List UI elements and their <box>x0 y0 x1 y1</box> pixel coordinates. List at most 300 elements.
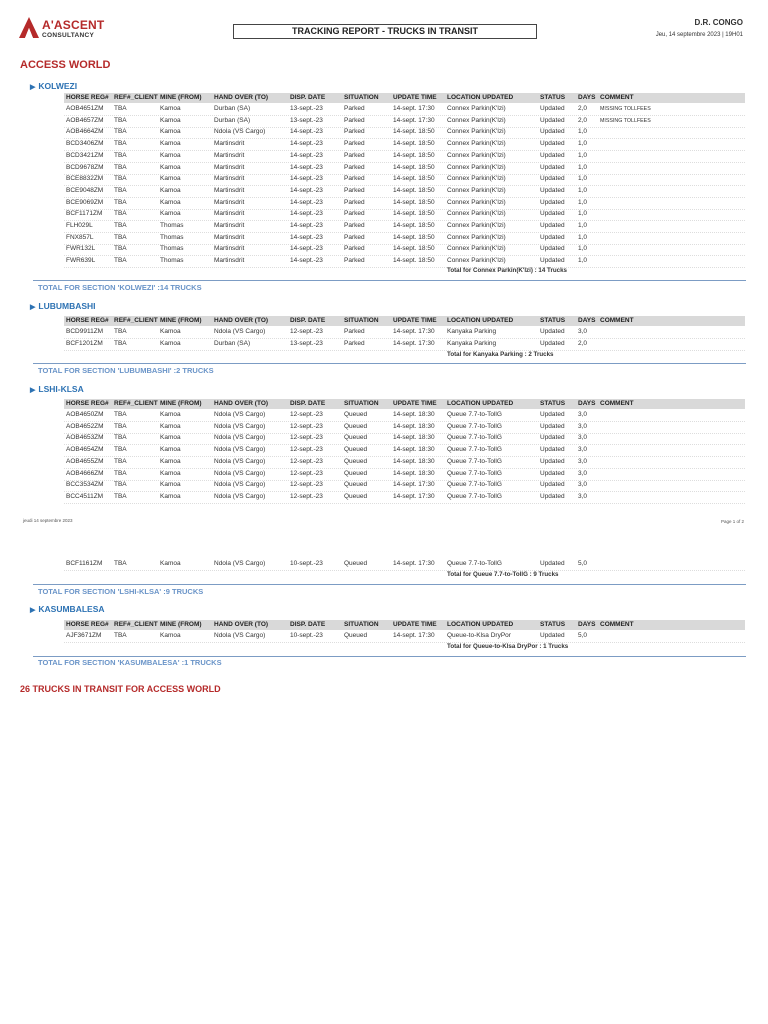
table-header <box>64 93 745 103</box>
table-cell: Parked <box>344 233 365 241</box>
column-header: REF#_CLIENT <box>114 621 158 628</box>
table-cell: 14-sept. 18:30 <box>393 434 435 442</box>
section-divider <box>33 363 746 364</box>
table-cell: 14-sept. 18:30 <box>393 446 435 454</box>
table-cell: 1,0 <box>578 175 588 183</box>
table-cell: 12-sept.-23 <box>290 411 323 418</box>
table-cell: 14-sept. 17:30 <box>393 116 435 124</box>
table-row <box>64 469 745 481</box>
table-cell: FWR132L <box>66 245 96 253</box>
table-cell: 14-sept. 18:50 <box>393 210 435 218</box>
table-cell: Updated <box>540 257 565 265</box>
table-cell: 12-sept.-23 <box>290 469 323 477</box>
table-cell: Kamoa <box>160 422 181 430</box>
table-cell: Updated <box>540 151 565 159</box>
table-row <box>64 559 745 571</box>
table-cell: 14-sept.-23 <box>290 128 323 136</box>
table-cell: BCC3534ZM <box>66 481 104 489</box>
table-cell: Connex Parkin(K'lzi) <box>447 140 506 148</box>
table-cell: 14-sept. 18:50 <box>393 257 435 265</box>
table-cell: TBA <box>114 222 127 229</box>
table-cell: 3,0 <box>578 457 588 465</box>
column-header: DISP. DATE <box>290 94 326 101</box>
table-cell: Queued <box>344 457 368 465</box>
table-cell: TBA <box>114 457 127 465</box>
table-cell: Updated <box>540 339 565 347</box>
table-cell: Connex Parkin(K'lzi) <box>447 105 506 112</box>
table-cell: Queued <box>344 446 368 454</box>
column-header: HAND OVER (TO) <box>214 317 269 324</box>
table-cell: 14-sept. 17:30 <box>393 328 435 335</box>
table-cell: 12-sept.-23 <box>290 481 323 489</box>
column-header: SITUATION <box>344 317 379 324</box>
table-row <box>64 631 745 643</box>
table-cell: AOB4655ZM <box>66 457 104 465</box>
column-header: UPDATE TIME <box>393 317 437 324</box>
table-cell: 14-sept. 18:50 <box>393 140 435 148</box>
table-cell: Queued <box>344 560 368 567</box>
column-header: UPDATE TIME <box>393 94 437 101</box>
table-cell: 13-sept.-23 <box>290 105 323 112</box>
table-cell: 14-sept.-23 <box>290 140 323 148</box>
table-cell: 3,0 <box>578 422 588 430</box>
table-cell: 1,0 <box>578 151 588 159</box>
table-row <box>64 163 745 175</box>
table-cell: TBA <box>114 339 127 347</box>
table-cell: 14-sept.-23 <box>290 186 323 194</box>
table-cell: TBA <box>114 469 127 477</box>
table-row <box>64 198 745 210</box>
table-cell: 1,0 <box>578 128 588 136</box>
table-row <box>64 139 745 151</box>
table-cell: Updated <box>540 245 565 253</box>
table-cell: Martinsdrit <box>214 140 245 148</box>
table-cell: Ndola (VS Cargo) <box>214 411 266 418</box>
table-cell: 12-sept.-23 <box>290 492 323 500</box>
table-cell: TBA <box>114 481 127 489</box>
table-row <box>64 104 745 116</box>
column-header: HORSE REG# <box>66 317 109 324</box>
table-cell: Kamoa <box>160 140 181 148</box>
table-cell: BCE9048ZM <box>66 186 104 194</box>
table-cell: Kamoa <box>160 198 181 206</box>
table-row <box>64 327 745 339</box>
column-header: REF#_CLIENT <box>114 317 158 324</box>
table-cell: Parked <box>344 339 365 347</box>
table-cell: Kamoa <box>160 339 181 347</box>
table-row <box>64 433 745 445</box>
table-cell: Updated <box>540 560 565 567</box>
table-cell: 14-sept. 17:30 <box>393 560 435 567</box>
table-cell: 3,0 <box>578 411 588 418</box>
table-cell: 12-sept.-23 <box>290 457 323 465</box>
table-cell: Parked <box>344 163 365 171</box>
table-cell: 14-sept. 18:30 <box>393 422 435 430</box>
table-cell: Connex Parkin(K'lzi) <box>447 116 506 124</box>
table-cell: Updated <box>540 210 565 218</box>
table-cell: BCF1171ZM <box>66 210 103 218</box>
table-cell: TBA <box>114 328 127 335</box>
table-cell: Connex Parkin(K'lzi) <box>447 257 506 265</box>
table-cell: Martinsdrit <box>214 175 245 183</box>
column-header: LOCATION UPDATED <box>447 400 514 407</box>
table-cell: 12-sept.-23 <box>290 422 323 430</box>
table-cell: Ndola (VS Cargo) <box>214 469 266 477</box>
column-header: SITUATION <box>344 621 379 628</box>
section-name: KOLWEZI <box>38 81 78 91</box>
table-cell: 3,0 <box>578 434 588 442</box>
table-row <box>64 174 745 186</box>
table-cell: Connex Parkin(K'lzi) <box>447 222 506 229</box>
location-total: Total for Connex Parkin(K'lzi) : 14 Trucks <box>447 267 567 274</box>
section-title-lubumbashi <box>30 301 96 311</box>
table-cell: 14-sept. 18:50 <box>393 128 435 136</box>
table-cell: 14-sept. 17:30 <box>393 492 435 500</box>
table-cell: Ndola (VS Cargo) <box>214 434 266 442</box>
table-cell: Queue 7.7-to-TollG <box>447 434 502 442</box>
table-cell: Queued <box>344 481 368 489</box>
table-cell: TBA <box>114 411 127 418</box>
table-cell: Martinsdrit <box>214 163 245 171</box>
region-name: D.R. CONGO <box>694 18 743 27</box>
table-cell: 13-sept.-23 <box>290 116 323 124</box>
table-cell: Parked <box>344 140 365 148</box>
table-cell: Parked <box>344 116 365 124</box>
table-cell: Parked <box>344 222 365 229</box>
section-total: TOTAL FOR SECTION 'KASUMBALESA' :1 TRUCKS <box>38 658 222 667</box>
section-total: TOTAL FOR SECTION 'LUBUMBASHI' :2 TRUCKS <box>38 366 214 375</box>
table-cell: Kamoa <box>160 492 181 500</box>
table-cell: 14-sept. 18:50 <box>393 163 435 171</box>
table-cell: BCF1161ZM <box>66 560 103 567</box>
section-name: LSHI-KLSA <box>38 384 84 394</box>
table-cell: AOB4651ZM <box>66 105 104 112</box>
table-cell: BCD3406ZM <box>66 140 104 148</box>
table-cell: Connex Parkin(K'lzi) <box>447 210 506 218</box>
table-cell: Queue 7.7-to-TollG <box>447 446 502 454</box>
column-header: DISP. DATE <box>290 400 326 407</box>
table-cell: BCD9678ZM <box>66 163 104 171</box>
column-header: LOCATION UPDATED <box>447 621 514 628</box>
column-header: COMMENT <box>600 400 634 407</box>
table-header <box>64 620 745 630</box>
column-header: LOCATION UPDATED <box>447 94 514 101</box>
column-header: DISP. DATE <box>290 621 326 628</box>
table-cell: 14-sept. 17:30 <box>393 632 435 639</box>
column-header: UPDATE TIME <box>393 400 437 407</box>
table-cell: MISSING TOLLFEES <box>600 117 651 124</box>
table-cell: TBA <box>114 140 127 148</box>
table-cell: Martinsdrit <box>214 210 245 218</box>
table-cell: TBA <box>114 210 127 218</box>
table-row <box>64 480 745 492</box>
table-cell: 14-sept.-23 <box>290 163 323 171</box>
table-cell: Ndola (VS Cargo) <box>214 492 266 500</box>
column-header: DAYS <box>578 621 596 628</box>
table-cell: Kamoa <box>160 175 181 183</box>
table-cell: TBA <box>114 175 127 183</box>
table-cell: Ndola (VS Cargo) <box>214 328 266 335</box>
table-cell: 1,0 <box>578 257 588 265</box>
table-cell: 14-sept. 18:50 <box>393 186 435 194</box>
table-cell: Martinsdrit <box>214 222 245 229</box>
table-cell: 1,0 <box>578 210 588 218</box>
table-cell: 3,0 <box>578 328 588 335</box>
logo-subtitle: CONSULTANCY <box>42 32 95 39</box>
table-cell: FLH029L <box>66 222 93 229</box>
table-cell: Updated <box>540 163 565 171</box>
table-header <box>64 399 745 409</box>
client-name: ACCESS WORLD <box>20 59 111 71</box>
table-cell: TBA <box>114 422 127 430</box>
table-cell: Ndola (VS Cargo) <box>214 128 266 136</box>
table-cell: Parked <box>344 175 365 183</box>
column-header: UPDATE TIME <box>393 621 437 628</box>
table-row <box>64 127 745 139</box>
table-cell: AOB4666ZM <box>66 469 104 477</box>
section-total: TOTAL FOR SECTION 'LSHI-KLSA' :9 TRUCKS <box>38 587 204 596</box>
table-cell: 14-sept.-23 <box>290 151 323 159</box>
column-header: HAND OVER (TO) <box>214 400 269 407</box>
table-cell: 14-sept. 18:50 <box>393 175 435 183</box>
table-cell: Durban (SA) <box>214 116 251 124</box>
table-cell: Kanyaka Parking <box>447 328 497 335</box>
table-cell: 12-sept.-23 <box>290 446 323 454</box>
table-cell: 14-sept. 18:30 <box>393 457 435 465</box>
table-cell: 14-sept.-23 <box>290 175 323 183</box>
table-cell: Queued <box>344 422 368 430</box>
grand-total: 26 TRUCKS IN TRANSIT FOR ACCESS WORLD <box>20 684 221 694</box>
table-cell: 12-sept.-23 <box>290 328 323 335</box>
column-header: REF#_CLIENT <box>114 400 158 407</box>
table-cell: FWR639L <box>66 257 96 265</box>
table-cell: Kamoa <box>160 446 181 454</box>
table-cell: Updated <box>540 198 565 206</box>
column-header: MINE (FROM) <box>160 621 202 628</box>
table-cell: 1,0 <box>578 140 588 148</box>
table-cell: TBA <box>114 128 127 136</box>
table-cell: Queue 7.7-to-TollG <box>447 422 502 430</box>
table-cell: Connex Parkin(K'lzi) <box>447 186 506 194</box>
table-cell: Queue 7.7-to-TollG <box>447 469 502 477</box>
table-cell: Queued <box>344 434 368 442</box>
table-cell: Queue-to-Klsa DryPor <box>447 632 511 639</box>
table-cell: Parked <box>344 151 365 159</box>
table-cell: 14-sept. 18:30 <box>393 469 435 477</box>
table-cell: Updated <box>540 457 565 465</box>
table-row <box>64 209 745 221</box>
column-header: COMMENT <box>600 94 634 101</box>
table-cell: 1,0 <box>578 245 588 253</box>
table-cell: Kamoa <box>160 151 181 159</box>
table-cell: Queued <box>344 469 368 477</box>
table-cell: Martinsdrit <box>214 257 245 265</box>
table-cell: Updated <box>540 105 565 112</box>
table-cell: Parked <box>344 128 365 136</box>
table-cell: Connex Parkin(K'lzi) <box>447 233 506 241</box>
section-title-lshi-klsa <box>30 384 84 394</box>
table-cell: Updated <box>540 116 565 124</box>
table-cell: Parked <box>344 245 365 253</box>
table-cell: Parked <box>344 198 365 206</box>
table-cell: BCC4511ZM <box>66 492 104 500</box>
table-cell: Durban (SA) <box>214 105 251 112</box>
company-logo <box>18 16 128 46</box>
table-row <box>64 410 745 422</box>
table-cell: Parked <box>344 210 365 218</box>
table-cell: 14-sept.-23 <box>290 210 323 218</box>
table-row <box>64 492 745 504</box>
table-cell: Queued <box>344 492 368 500</box>
table-cell: Kamoa <box>160 411 181 418</box>
table-cell: Kamoa <box>160 457 181 465</box>
table-cell: Updated <box>540 328 565 335</box>
table-cell: TBA <box>114 560 127 567</box>
column-header: STATUS <box>540 400 566 407</box>
section-arrow-icon: ▶ <box>30 304 36 311</box>
table-cell: TBA <box>114 151 127 159</box>
section-total: TOTAL FOR SECTION 'KOLWEZI' :14 TRUCKS <box>38 283 202 292</box>
table-cell: Updated <box>540 411 565 418</box>
table-cell: TBA <box>114 163 127 171</box>
table-cell: AOB4664ZM <box>66 128 104 136</box>
table-cell: Updated <box>540 222 565 229</box>
table-cell: BCD3421ZM <box>66 151 104 159</box>
table-cell: Ndola (VS Cargo) <box>214 632 266 639</box>
table-cell: Kamoa <box>160 163 181 171</box>
report-date: Jeu, 14 septembre 2023 | 19H01 <box>655 32 743 38</box>
location-total: Total for Queue 7.7-to-TollG : 9 Trucks <box>447 571 559 578</box>
table-cell: Martinsdrit <box>214 151 245 159</box>
column-header: DAYS <box>578 400 596 407</box>
column-header: HORSE REG# <box>66 621 109 628</box>
column-header: DAYS <box>578 317 596 324</box>
table-cell: Updated <box>540 186 565 194</box>
table-cell: Kamoa <box>160 128 181 136</box>
table-row <box>64 151 745 163</box>
table-cell: Kamoa <box>160 328 181 335</box>
table-cell: Thomas <box>160 245 184 253</box>
table-cell: Updated <box>540 175 565 183</box>
table-cell: Kamoa <box>160 210 181 218</box>
table-cell: Thomas <box>160 222 184 229</box>
table-cell: Kamoa <box>160 632 181 639</box>
table-cell: FNX857L <box>66 233 94 241</box>
table-cell: Updated <box>540 492 565 500</box>
table-cell: AOB4653ZM <box>66 434 104 442</box>
table-cell: 14-sept.-23 <box>290 233 323 241</box>
section-title-kasumbalesa <box>30 604 105 614</box>
section-arrow-icon: ▶ <box>30 607 36 614</box>
table-cell: Martinsdrit <box>214 198 245 206</box>
table-cell: Updated <box>540 469 565 477</box>
table-cell: Kamoa <box>160 469 181 477</box>
table-cell: TBA <box>114 233 127 241</box>
table-cell: Updated <box>540 632 565 639</box>
logo-mark-icon <box>18 16 40 40</box>
column-header: MINE (FROM) <box>160 317 202 324</box>
location-total: Total for Kanyaka Parking : 2 Trucks <box>447 351 554 358</box>
table-row <box>64 233 745 245</box>
table-cell: 1,0 <box>578 222 588 229</box>
section-title-kolwezi <box>30 81 77 91</box>
table-cell: 14-sept. 18:50 <box>393 233 435 241</box>
table-cell: Connex Parkin(K'lzi) <box>447 175 506 183</box>
table-cell: 10-sept.-23 <box>290 632 323 639</box>
table-row <box>64 256 745 268</box>
column-header: STATUS <box>540 621 566 628</box>
table-cell: TBA <box>114 632 127 639</box>
table-cell: MISSING TOLLFEES <box>600 106 651 112</box>
table-cell: BCE9069ZM <box>66 198 104 206</box>
column-header: MINE (FROM) <box>160 400 202 407</box>
table-cell: Kamoa <box>160 186 181 194</box>
table-cell: Queue 7.7-to-TollG <box>447 492 502 500</box>
table-cell: 1,0 <box>578 163 588 171</box>
table-cell: 13-sept.-23 <box>290 339 323 347</box>
table-row <box>64 422 745 434</box>
table-cell: Updated <box>540 481 565 489</box>
table-row <box>64 186 745 198</box>
column-header: COMMENT <box>600 317 634 324</box>
table-cell: 14-sept. 18:30 <box>393 411 435 418</box>
table-cell: 14-sept.-23 <box>290 222 323 229</box>
table-row <box>64 221 745 233</box>
table-cell: 14-sept.-23 <box>290 198 323 206</box>
table-cell: AJF3671ZM <box>66 632 102 639</box>
table-cell: TBA <box>114 116 127 124</box>
table-cell: Updated <box>540 140 565 148</box>
table-cell: Ndola (VS Cargo) <box>214 560 266 567</box>
table-cell: TBA <box>114 492 127 500</box>
column-header: SITUATION <box>344 94 379 101</box>
table-cell: 14-sept.-23 <box>290 245 323 253</box>
table-row <box>64 445 745 457</box>
table-cell: TBA <box>114 434 127 442</box>
table-cell: BCD9911ZM <box>66 328 104 335</box>
table-cell: AOB4650ZM <box>66 411 104 418</box>
table-row <box>64 244 745 256</box>
report-title: TRACKING REPORT - TRUCKS IN TRANSIT <box>233 24 537 39</box>
table-cell: Connex Parkin(K'lzi) <box>447 198 506 206</box>
table-cell: AOB4652ZM <box>66 422 104 430</box>
table-row <box>64 457 745 469</box>
table-cell: 14-sept. 18:50 <box>393 222 435 229</box>
table-cell: Queue 7.7-to-TollG <box>447 481 502 489</box>
table-cell: Queue 7.7-to-TollG <box>447 457 502 465</box>
table-cell: Updated <box>540 422 565 430</box>
table-cell: TBA <box>114 245 127 253</box>
table-cell: Thomas <box>160 233 184 241</box>
table-cell: TBA <box>114 257 127 265</box>
table-cell: Updated <box>540 233 565 241</box>
column-header: DAYS <box>578 94 596 101</box>
table-cell: TBA <box>114 198 127 206</box>
table-cell: TBA <box>114 186 127 194</box>
table-cell: Kamoa <box>160 434 181 442</box>
table-cell: 14-sept. 18:50 <box>393 151 435 159</box>
table-cell: Kanyaka Parking <box>447 339 497 347</box>
table-cell: Kamoa <box>160 481 181 489</box>
section-arrow-icon: ▶ <box>30 84 36 91</box>
column-header: SITUATION <box>344 400 379 407</box>
table-cell: TBA <box>114 105 127 112</box>
table-cell: 2,0 <box>578 105 588 112</box>
table-row <box>64 116 745 128</box>
table-cell: BCE8832ZM <box>66 175 104 183</box>
table-cell: 3,0 <box>578 469 588 477</box>
table-cell: 14-sept.-23 <box>290 257 323 265</box>
